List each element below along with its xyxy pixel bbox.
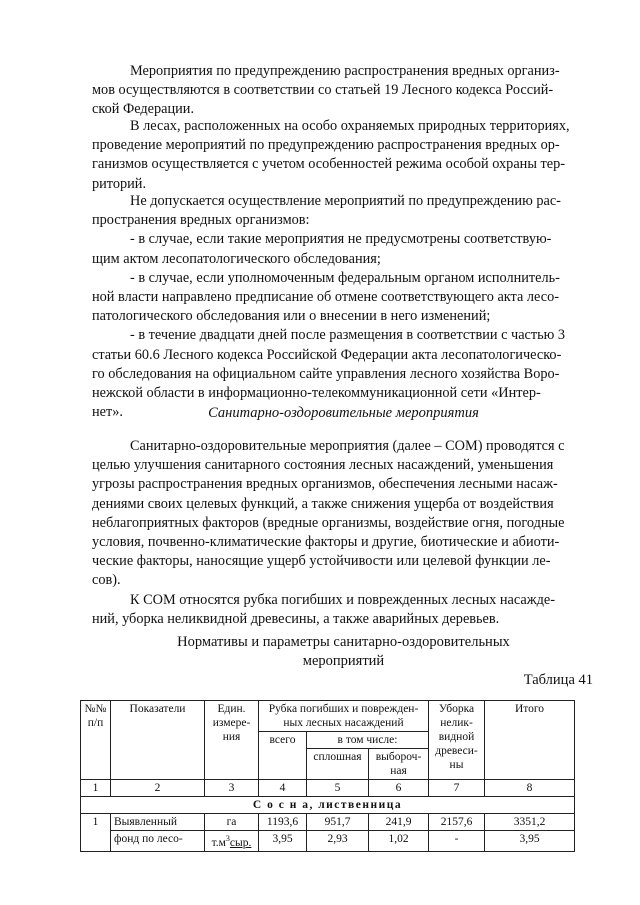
text-line: проведение мероприятий по предупреждению распространения вредных ор- — [92, 137, 560, 154]
text-line: ний, уборка неликвидной древесины, а также аварийных деревьев. — [92, 611, 500, 628]
paragraph-1 — [92, 62, 595, 120]
header-clear: сплошная — [307, 749, 369, 780]
text-line: - в течение двадцати дней после размещения в соответствии с частью 3 — [130, 327, 566, 344]
col-number: 6 — [369, 780, 429, 797]
paragraph-2 — [92, 117, 595, 194]
text-line: сов). — [92, 572, 121, 589]
text-line: мов осуществляются в соответствии со статьей 19 Лесного кодекса Россий- — [92, 82, 554, 99]
text-line: статьи 60.6 Лесного кодекса Российской Федерации акта лесопатологическо- — [92, 346, 562, 363]
cell-value: 3,95 — [259, 831, 307, 852]
text-line: условия, почвенно-климатические факторы и другие, биотические и абиоти- — [92, 534, 560, 551]
table-title-line-2: мероприятий — [302, 653, 385, 669]
section-title: Санитарно-оздоровительные мероприятия — [208, 405, 479, 421]
header-cleanup: Уборка нелик-видной древеси-ны — [429, 701, 485, 780]
header-felling: Рубка погибших и поврежден-ных лесных насаждений — [259, 701, 429, 732]
column-number-row — [81, 780, 575, 797]
table-row — [81, 814, 575, 831]
paragraph-4 — [92, 437, 595, 591]
text-line: Мероприятия по предупреждению распространения вредных организ- — [130, 63, 560, 79]
text-line: риторий. — [92, 175, 147, 192]
text-line: ческие факторы, наносящие ущерб устойчивости или целевой функции ле- — [92, 553, 551, 570]
unit-suffix: сыр. — [229, 836, 252, 849]
text-line: дениями своих целевых функций, а также снижения ущерба от воздействия — [92, 495, 554, 512]
group-label: С о с н а, лиственница — [81, 797, 575, 814]
text-line: щим актом лесопатологического обследования; — [92, 250, 381, 267]
cell-value: 241,9 — [369, 814, 429, 831]
text-line: го обследования на официальном сайте управления лесного хозяйства Воро- — [92, 365, 560, 382]
text-line: неблагоприятных факторов (вредные организмы, воздействие огня, погодные — [92, 514, 565, 531]
row-label: Выявленный — [111, 814, 205, 831]
text-line: целью улучшения санитарного состояния лесных насаждений, уменьшения — [92, 457, 554, 474]
col-number: 7 — [429, 780, 485, 797]
text-line: ганизмов осуществляется с учетом особенностей режима особой охраны тер- — [92, 156, 565, 173]
norms-table — [80, 700, 575, 852]
col-number: 2 — [111, 780, 205, 797]
col-number: 3 — [205, 780, 259, 797]
text-line: Не допускается осуществление мероприятий по предупреждению рас- — [130, 193, 561, 209]
text-line: В лесах, расположенных на особо охраняемых природных территориях, — [130, 118, 570, 134]
text-line: Санитарно-оздоровительные мероприятия (далее – СОМ) проводятся с — [130, 438, 565, 454]
text-line: ной власти направлено предписание об отмене соответствующего акта лесо- — [92, 289, 559, 306]
table-title: Нормативы и параметры санитарно-оздоровительных — [177, 634, 510, 650]
header-indicators: Показатели — [111, 701, 205, 780]
header-num: №№ п/п — [81, 701, 111, 780]
cell-value: 2,93 — [307, 831, 369, 852]
table-row — [81, 831, 575, 852]
paragraph-5 — [92, 591, 595, 629]
col-number: 8 — [485, 780, 575, 797]
col-number: 4 — [259, 780, 307, 797]
paragraph-3 — [92, 192, 595, 422]
row-num: 1 — [81, 814, 111, 852]
header-total: Итого — [485, 701, 575, 780]
col-number: 5 — [307, 780, 369, 797]
cell-value: - — [429, 831, 485, 852]
header-unit: Един. измере-ния — [205, 701, 259, 780]
header-all: всего — [259, 732, 307, 780]
row-unit: га — [205, 814, 259, 831]
cell-value: 3351,2 — [485, 814, 575, 831]
row-label: фонд по лесо- — [111, 831, 205, 852]
text-line: патологического обследования или о внесении в него изменений; — [92, 308, 491, 325]
cell-value: 2157,6 — [429, 814, 485, 831]
cell-value: 3,95 — [485, 831, 575, 852]
text-line: угрозы распространения вредных организмов, обеспечения лесными насаж- — [92, 476, 558, 493]
cell-value: 951,7 — [307, 814, 369, 831]
text-line: - в случае, если такие мероприятия не предусмотрены соответствую- — [130, 231, 552, 248]
header-including: в том числе: — [307, 732, 429, 749]
unit-prefix: т.м — [211, 836, 226, 849]
text-line: нет». — [92, 404, 123, 421]
text-line: нежской области в информационно-телекоммуникационной сети «Интер- — [92, 385, 541, 402]
text-line: К СОМ относятся рубка погибших и поврежденных лесных насажде- — [130, 592, 555, 608]
table-caption: Таблица 41 — [523, 672, 593, 688]
text-line: - в случае, если уполномоченным федеральным органом исполнитель- — [130, 269, 560, 286]
row-unit — [205, 831, 259, 852]
cell-value: 1,02 — [369, 831, 429, 852]
text-line: пространения вредных организмов: — [92, 212, 310, 229]
col-number: 1 — [81, 780, 111, 797]
header-selective: выбороч-ная — [369, 749, 429, 780]
cell-value: 1193,6 — [259, 814, 307, 831]
text-line: ской Федерации. — [92, 101, 195, 118]
unit-superscript: 3 — [225, 834, 230, 843]
